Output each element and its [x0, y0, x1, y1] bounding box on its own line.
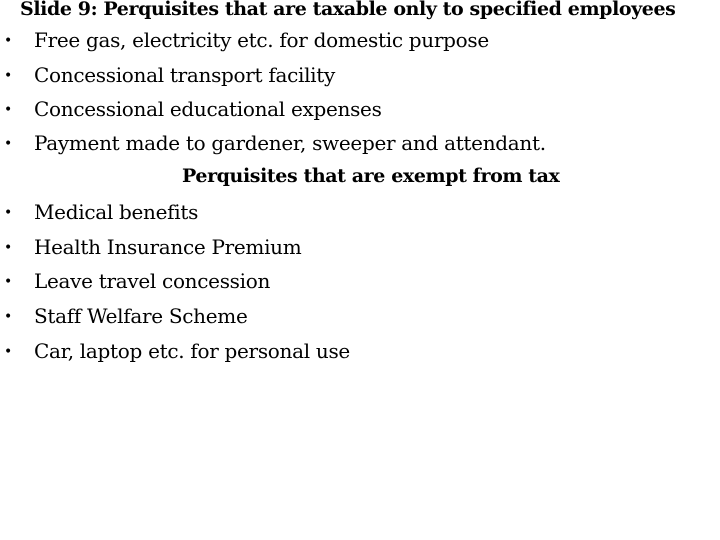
bullet-icon: •	[4, 68, 13, 84]
list-item-label: Car, laptop etc. for personal use	[34, 339, 350, 363]
list-item-label: Concessional transport facility	[34, 63, 336, 87]
list-item-label: Leave travel concession	[34, 269, 271, 293]
bullet-icon: •	[4, 102, 13, 118]
list-item-label: Payment made to gardener, sweeper and attendant.	[34, 131, 546, 155]
list-item-label: Free gas, electricity etc. for domestic purpose	[34, 28, 489, 52]
bullet-icon: •	[4, 344, 13, 360]
list-item-label: Concessional educational expenses	[34, 97, 382, 121]
list-item-label: Health Insurance Premium	[34, 235, 302, 259]
slide-title: Slide 9: Perquisites that are taxable only to specified employees	[20, 0, 676, 20]
exempt-heading: Perquisites that are exempt from tax	[182, 165, 560, 187]
bullet-icon: •	[4, 33, 13, 49]
bullet-icon: •	[4, 274, 13, 290]
bullet-icon: •	[4, 205, 13, 221]
bullet-icon: •	[4, 136, 13, 152]
list-item-label: Medical benefits	[34, 200, 199, 224]
list-item-label: Staff Welfare Scheme	[34, 304, 248, 328]
bullet-icon: •	[4, 309, 13, 325]
bullet-icon: •	[4, 240, 13, 256]
